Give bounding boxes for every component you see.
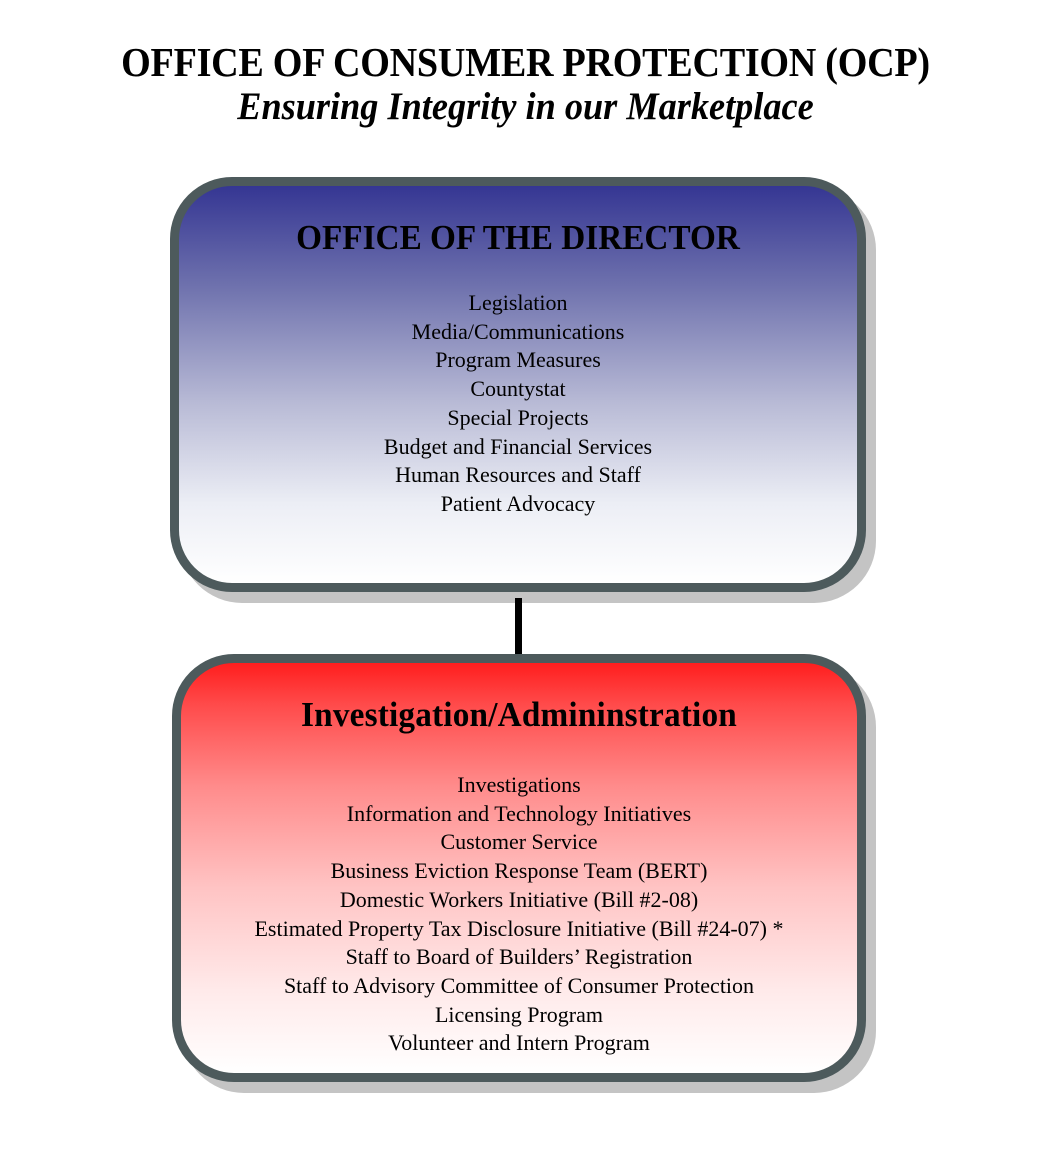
page-title: OFFICE OF CONSUMER PROTECTION (OCP): [121, 39, 930, 85]
list-item: Special Projects: [447, 404, 589, 430]
investigation-box-title: Investigation/Admininstration: [301, 695, 737, 734]
list-item: Information and Technology Initiatives: [346, 800, 692, 826]
list-item: Volunteer and Intern Program: [388, 1030, 650, 1056]
connector-line: [515, 598, 522, 654]
director-box: [170, 177, 866, 592]
list-item: Legislation: [468, 290, 568, 315]
list-item: Business Eviction Response Team (BERT): [330, 858, 708, 884]
director-box-title: OFFICE OF THE DIRECTOR: [296, 218, 740, 257]
list-item: Media/Communications: [411, 318, 625, 344]
list-item: Domestic Workers Initiative (Bill #2-08): [339, 886, 699, 912]
investigation-box: [172, 654, 866, 1082]
list-item: Human Resources and Staff: [395, 462, 641, 488]
page-subtitle: Ensuring Integrity in our Marketplace: [237, 85, 814, 128]
investigation-box-list: [181, 771, 857, 1058]
list-item: Staff to Advisory Committee of Consumer Protection: [283, 972, 755, 998]
list-item: Investigations: [457, 772, 581, 797]
list-item: Estimated Property Tax Disclosure Initiative (Bill #24-07) *: [254, 915, 784, 941]
list-item: Budget and Financial Services: [383, 433, 653, 459]
list-item: Licensing Program: [434, 1001, 604, 1027]
list-item: Customer Service: [440, 829, 598, 855]
list-item: Staff to Board of Builders’ Registration: [345, 944, 693, 970]
list-item: Countystat: [470, 376, 566, 402]
list-item: Program Measures: [435, 347, 601, 373]
director-box-list: [179, 289, 857, 519]
list-item: Patient Advocacy: [440, 490, 596, 516]
